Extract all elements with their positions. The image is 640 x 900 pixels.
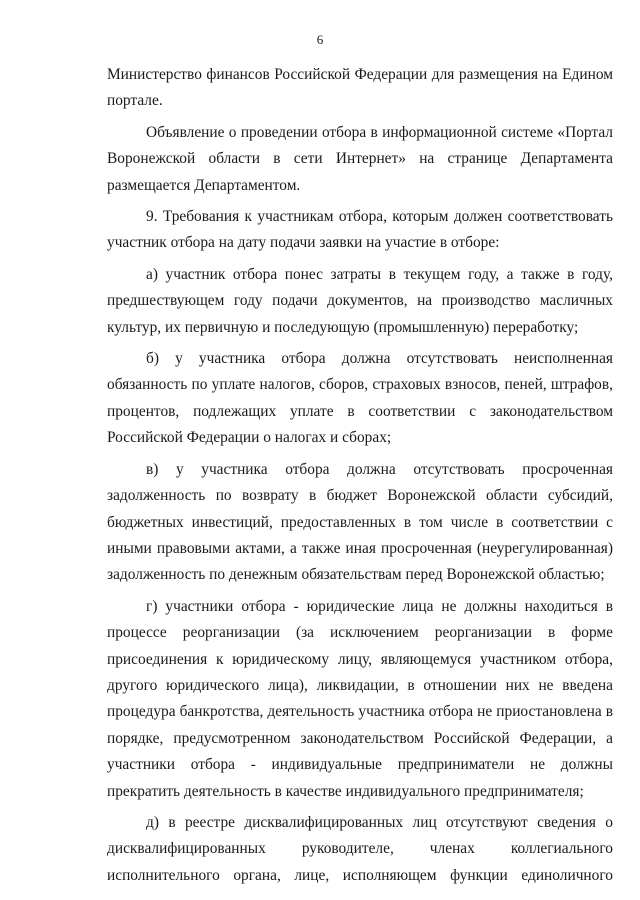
paragraph-subitem-g: г) участники отбора - юридические лица не должны находиться в процессе реорганизации (за исключением реорганизации в форме присоединения к юридическому лицу, являющемуся участником отбора, другого юридического лица), ликвидации, в отношении них не введена процедура банкротства, деятельность участника отбора не приостановлена в порядке, предусмотренном законодательством Российской Федерации, а участники отбора - индивидуальные предприниматели не должны прекратить деятельность в качестве индивидуального предпринимателя;	[107, 597, 613, 800]
paragraph-subitem-b: б) у участника отбора должна отсутствовать неисполненная обязанность по уплате налогов, сборов, страховых взносов, пеней, штрафов, процентов, подлежащих уплате в соответствии с законодательством Российской Федерации о налогах и сборах;	[107, 350, 613, 447]
page-number: 6	[316, 32, 324, 47]
paragraph-item-9: 9. Требования к участникам отбора, которым должен соответствовать участник отбора на дату подачи заявки на участие в отборе:	[107, 208, 613, 252]
paragraph-subitem-d: д) в реестре дисквалифицированных лиц отсутствуют сведения о дисквалифицированных руководителе, членах коллегиального исполнительного органа, лице, исполняющем функции единоличного	[107, 813, 613, 884]
paragraph-subitem-a: а) участник отбора понес затраты в текущем году, а также в году, предшествующем году подачи документов, на производство масличных культур, их первичную и последующую (промышленную) переработку;	[107, 265, 613, 336]
document-body	[107, 62, 613, 889]
paragraph-subitem-v: в) у участника отбора должна отсутствовать просроченная задолженность по возврату в бюджет Воронежской области субсидий, бюджетных инвестиций, предоставленных в том числе в соответствии с иными правовыми актами, а также иная просроченная (неурегулированная) задолженность по денежным обязательствам перед Воронежской областью;	[107, 460, 613, 584]
paragraph-continuation: Министерство финансов Российской Федерации для размещения на Едином портале.	[107, 66, 613, 110]
paragraph-announcement: Объявление о проведении отбора в информационной системе «Портал Воронежской области в сети Интернет» на странице Департамента размещается Департаментом.	[107, 123, 613, 194]
